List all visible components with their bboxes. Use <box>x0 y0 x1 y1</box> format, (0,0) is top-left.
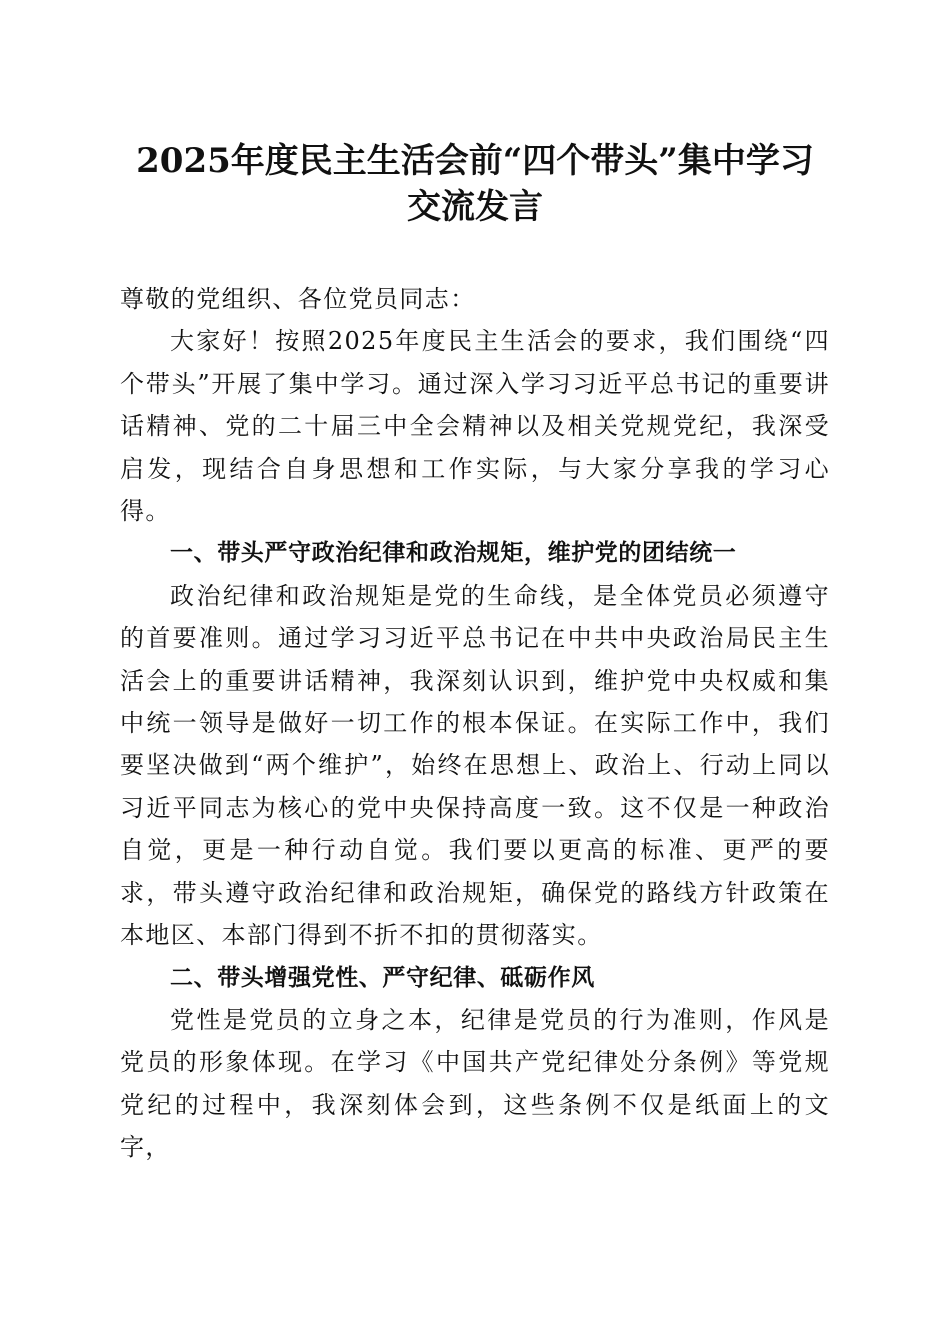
document-title: 2025年度民主生活会前“四个带头”集中学习交流发言 <box>136 141 814 227</box>
document-body <box>120 278 830 1169</box>
section-text-1: 政治纪律和政治规矩是党的生命线，是全体党员必须遵守的首要准则。通过学习习近平总书记在中共中央政治局民主生活会上的重要讲话精神，我深刻认识到，维护党中央权威和集中统一领导是做好一切工作的根本保证。在实际工作中，我们要坚决做到“两个维护”，始终在思想上、政治上、行动上同以习近平同志为核心的党中央保持高度一致。这不仅是一种政治自觉，更是一种行动自觉。我们要以更高的标准、更严的要求，带头遵守政治纪律和政治规矩，确保党的路线方针政策在本地区、本部门得到不折不扣的贯彻落实。 <box>120 581 830 950</box>
section-heading-2: 二、带头增强党性、严守纪律、砥砺作风 <box>170 964 595 991</box>
intro-paragraph: 大家好！按照2025年度民主生活会的要求，我们围绕“四个带头”开展了集中学习。通过深入学习习近平总书记的重要讲话精神、党的二十届三中全会精神以及相关党规党纪，我深受启发，现结合自身思想和工作实际，与大家分享我的学习心得。 <box>120 327 830 526</box>
salutation: 尊敬的党组织、各位党员同志： <box>120 285 476 313</box>
section-text-2: 党性是党员的立身之本，纪律是党员的行为准则，作风是党员的形象体现。在学习《中国共产党纪律处分条例》等党规党纪的过程中，我深刻体会到，这些条例不仅是纸面上的文字， <box>120 1005 830 1162</box>
section-heading-1: 一、带头严守政治纪律和政治规矩，维护党的团结统一 <box>170 540 737 567</box>
